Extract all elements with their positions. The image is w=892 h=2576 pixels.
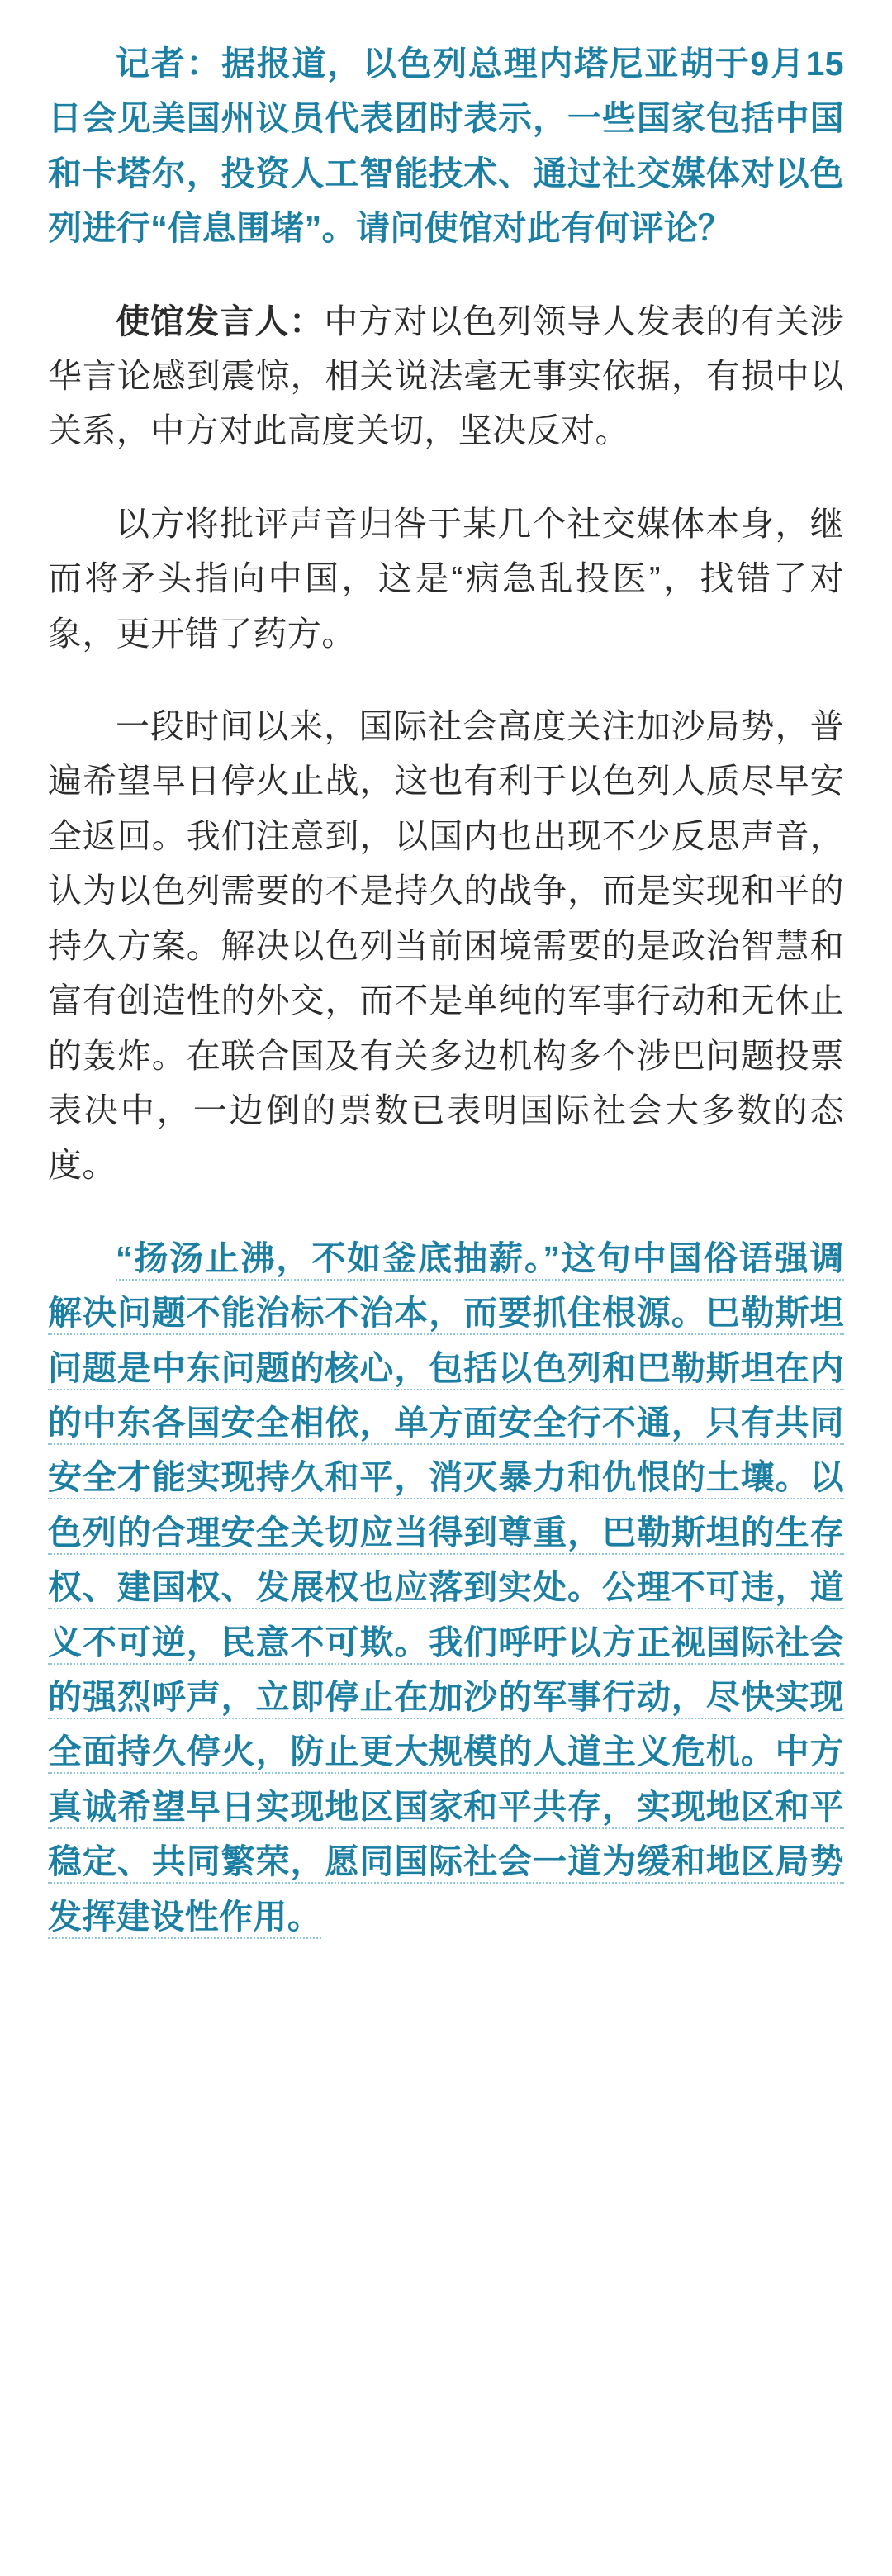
answer-4-body: “扬汤止沸，不如釜底抽薪。”这句中国俗语强调解决问题不能治标不治本，而要抓住根源。巴勒斯坦问题是中东问题的核心，包括以色列和巴勒斯坦在内的中东各国安全相依，单方面安全行不通，只有共同安全才能实现持久和平，消灭暴力和仇恨的土壤。以色列的合理安全关切应当得到尊重，巴勒斯坦的生存权、建国权、发展权也应落到实处。公理不可违，道义不可逆，民意不可欺。我们呼吁以方正视国际社会的强烈呼声，立即停止在加沙的军事行动，尽快实现全面持久停火，防止更大规模的人道主义危机。中方真诚希望早日实现地区国家和平共存，实现地区和平稳定、共同繁荣，愿同国际社会一道为缓和地区局势发挥建设性作用。 xyxy=(48,1239,844,1939)
answer-3-body: 一段时间以来，国际社会高度关注加沙局势，普遍希望早日停火止战，这也有利于以色列人质尽早安全返回。我们注意到，以国内也出现不少反思声音，认为以色列需要的不是持久的战争，而是实现和平的持久方案。解决以色列当前困境需要的是政治智慧和富有创造性的外交，而不是单纯的军事行动和无休止的轰炸。在联合国及有关多边机构多个涉巴问题投票表决中，一边倒的票数已表明国际社会大多数的态度。 xyxy=(48,707,844,1185)
spokesperson-lead-label: 使馆发言人： xyxy=(116,302,325,340)
answer-2-body: 以方将批评声音归咎于某几个社交媒体本身，继而将矛头指向中国，这是“病急乱投医”，找错了对象，更开错了药方。 xyxy=(48,504,844,653)
paragraph-answer-4 xyxy=(48,1231,844,1944)
answer-1-body: 中方对以色列领导人发表的有关涉华言论感到震惊，相关说法毫无事实依据，有损中以关系，中方对此高度关切，坚决反对。 xyxy=(48,302,845,450)
paragraph-question xyxy=(48,36,844,256)
paragraph-answer-1 xyxy=(48,294,844,459)
paragraph-answer-3 xyxy=(48,699,844,1193)
paragraph-answer-2 xyxy=(48,497,844,661)
question-body: 据报道，以色列总理内塔尼亚胡于9月15日会见美国州议员代表团时表示，一些国家包括中国和卡塔尔，投资人工智能技术、通过社交媒体对以色列进行“信息围堵”。请问使馆对此有何评论？ xyxy=(48,45,844,248)
question-lead-label: 记者： xyxy=(116,45,222,83)
